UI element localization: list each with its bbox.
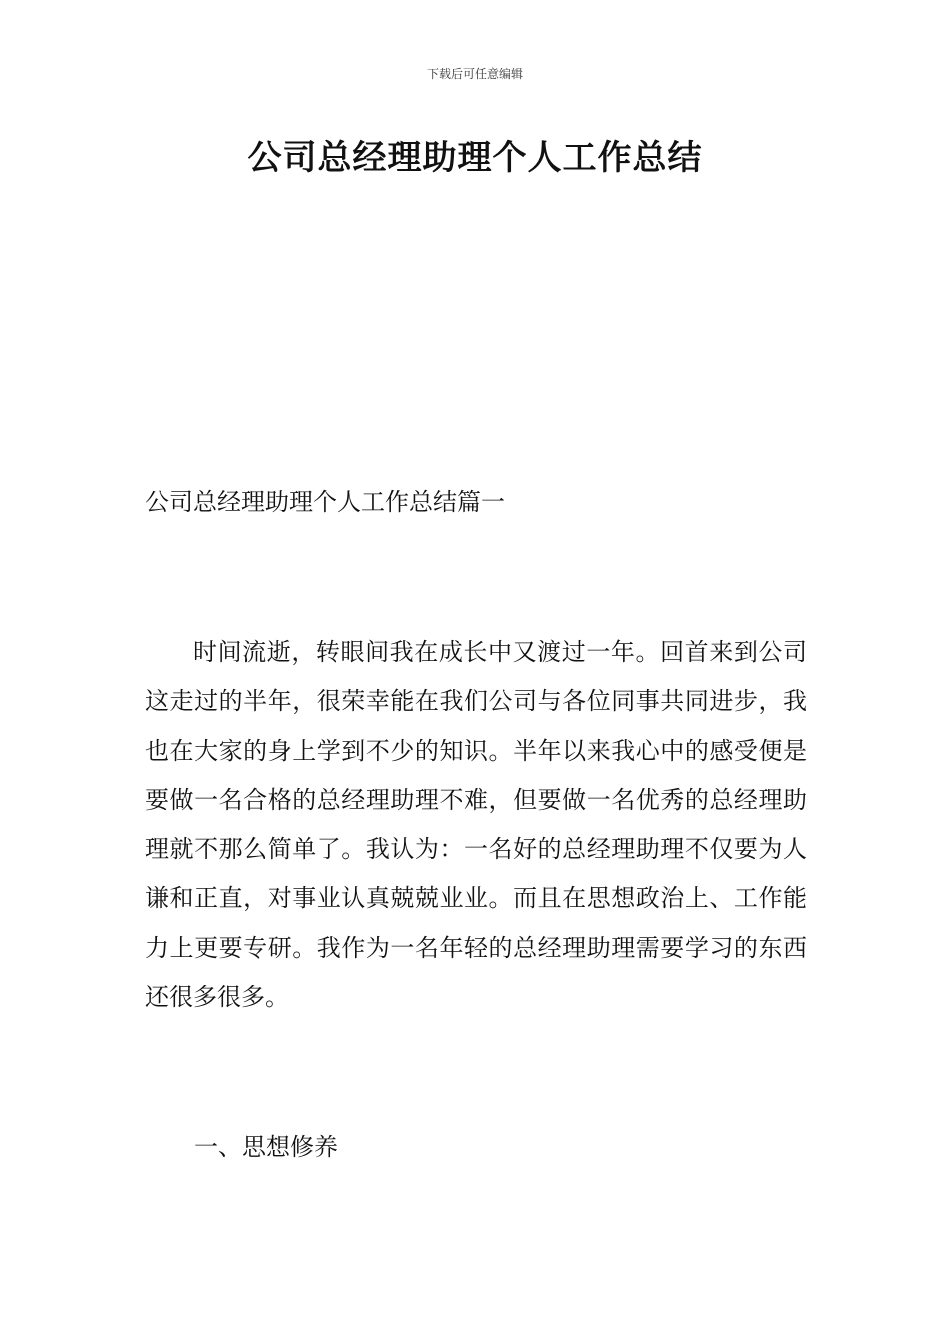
section-title: 公司总经理助理个人工作总结篇一 [145,488,505,516]
document-title: 公司总经理助理个人工作总结 [247,138,703,178]
subheading-ideology: 一、思想修养 [194,1133,338,1161]
page-header-note: 下载后可任意编辑 [426,67,523,81]
body-paragraph: 时间流逝，转眼间我在成长中又渡过一年。回首来到公司这走过的半年，很荣幸能在我们公司与各位同事共同进步，我也在大家的身上学到不少的知识。半年以来我心中的感受便是要做一名合格的总经理助理不难，但要做一名优秀的总经理助理就不那么简单了。我认为：一名好的总经理助理不仅要为人谦和正直，对事业认真兢兢业业。而且在思想政治上、工作能力上更要专研。我作为一名年轻的总经理助理需要学习的东西还很多很多。 [145,638,807,1012]
